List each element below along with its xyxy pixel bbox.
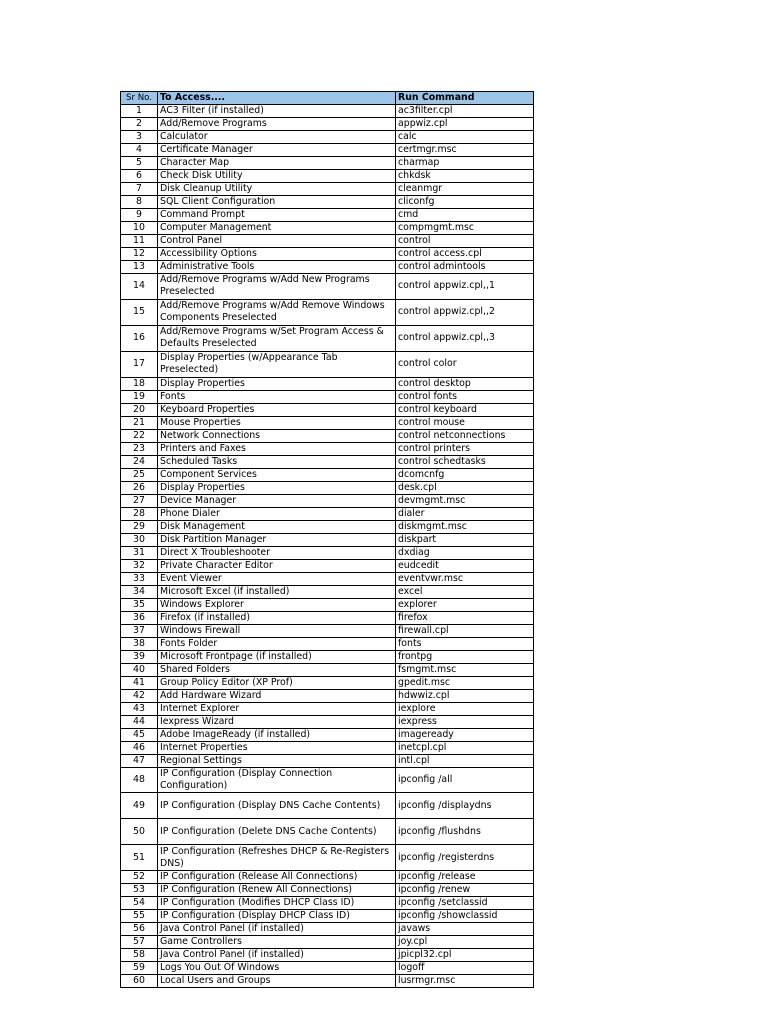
row-sr-no: 10	[121, 222, 158, 235]
row-sr-no: 56	[121, 923, 158, 936]
table-header-row	[121, 92, 534, 105]
row-to-access: IP Configuration (Release All Connections)	[158, 871, 396, 884]
row-to-access: Java Control Panel (if installed)	[158, 923, 396, 936]
row-sr-no: 33	[121, 572, 158, 585]
table-row	[121, 235, 534, 248]
row-to-access: Add/Remove Programs w/Set Program Access & Defaults Preselected	[158, 325, 396, 351]
row-run-command: control access.cpl	[396, 248, 534, 261]
row-run-command: ipconfig /all	[396, 767, 534, 793]
row-run-command: firewall.cpl	[396, 624, 534, 637]
row-run-command: explorer	[396, 598, 534, 611]
table-body	[121, 105, 534, 988]
row-to-access: Control Panel	[158, 235, 396, 248]
table-row	[121, 157, 534, 170]
row-to-access: Add/Remove Programs w/Add New Programs Preselected	[158, 274, 396, 300]
row-to-access: Local Users and Groups	[158, 975, 396, 988]
row-to-access: Character Map	[158, 157, 396, 170]
row-run-command: desk.cpl	[396, 481, 534, 494]
row-sr-no: 28	[121, 507, 158, 520]
row-to-access: Windows Explorer	[158, 598, 396, 611]
row-run-command: control admintools	[396, 261, 534, 274]
table-row	[121, 702, 534, 715]
row-sr-no: 15	[121, 299, 158, 325]
row-to-access: SQL Client Configuration	[158, 196, 396, 209]
row-run-command: appwiz.cpl	[396, 118, 534, 131]
row-to-access: IP Configuration (Display Connection Configuration)	[158, 767, 396, 793]
table-row	[121, 520, 534, 533]
row-to-access: IP Configuration (Modifies DHCP Class ID)	[158, 897, 396, 910]
row-run-command: frontpg	[396, 650, 534, 663]
row-sr-no: 26	[121, 481, 158, 494]
row-run-command: chkdsk	[396, 170, 534, 183]
table-row	[121, 962, 534, 975]
header-sr-no: Sr No.	[121, 92, 158, 105]
table-row	[121, 741, 534, 754]
row-run-command: eventvwr.msc	[396, 572, 534, 585]
table-row	[121, 494, 534, 507]
row-run-command: ipconfig /showclassid	[396, 910, 534, 923]
table-row	[121, 533, 534, 546]
row-run-command: ipconfig /flushdns	[396, 819, 534, 845]
table-row	[121, 845, 534, 871]
row-run-command: control desktop	[396, 377, 534, 390]
row-sr-no: 31	[121, 546, 158, 559]
row-to-access: IP Configuration (Display DHCP Class ID)	[158, 910, 396, 923]
row-to-access: Firefox (if installed)	[158, 611, 396, 624]
table-row	[121, 118, 534, 131]
row-sr-no: 49	[121, 793, 158, 819]
row-sr-no: 34	[121, 585, 158, 598]
table-row	[121, 442, 534, 455]
table-row	[121, 637, 534, 650]
row-to-access: IP Configuration (Display DNS Cache Contents)	[158, 793, 396, 819]
row-to-access: Keyboard Properties	[158, 403, 396, 416]
row-sr-no: 22	[121, 429, 158, 442]
row-to-access: Check Disk Utility	[158, 170, 396, 183]
row-to-access: AC3 Filter (if installed)	[158, 105, 396, 118]
row-to-access: IP Configuration (Refreshes DHCP & Re-Registers DNS)	[158, 845, 396, 871]
row-to-access: Adobe ImageReady (if installed)	[158, 728, 396, 741]
row-to-access: Microsoft Frontpage (if installed)	[158, 650, 396, 663]
row-run-command: firefox	[396, 611, 534, 624]
table-row	[121, 209, 534, 222]
row-sr-no: 23	[121, 442, 158, 455]
table-row	[121, 481, 534, 494]
table-row	[121, 377, 534, 390]
row-to-access: Phone Dialer	[158, 507, 396, 520]
row-sr-no: 55	[121, 910, 158, 923]
row-run-command: charmap	[396, 157, 534, 170]
row-run-command: devmgmt.msc	[396, 494, 534, 507]
row-to-access: Component Services	[158, 468, 396, 481]
row-to-access: Private Character Editor	[158, 559, 396, 572]
row-sr-no: 20	[121, 403, 158, 416]
table-row	[121, 416, 534, 429]
row-sr-no: 57	[121, 936, 158, 949]
row-sr-no: 38	[121, 637, 158, 650]
row-to-access: Regional Settings	[158, 754, 396, 767]
row-sr-no: 4	[121, 144, 158, 157]
row-sr-no: 46	[121, 741, 158, 754]
table-row	[121, 546, 534, 559]
row-run-command: diskmgmt.msc	[396, 520, 534, 533]
row-to-access: Internet Explorer	[158, 702, 396, 715]
row-run-command: fsmgmt.msc	[396, 663, 534, 676]
row-run-command: compmgmt.msc	[396, 222, 534, 235]
row-run-command: control color	[396, 351, 534, 377]
row-sr-no: 5	[121, 157, 158, 170]
row-sr-no: 47	[121, 754, 158, 767]
table-row	[121, 884, 534, 897]
table-row	[121, 897, 534, 910]
table-row	[121, 689, 534, 702]
table-row	[121, 936, 534, 949]
header-run-command: Run Command	[396, 92, 534, 105]
table-row	[121, 871, 534, 884]
row-to-access: Certificate Manager	[158, 144, 396, 157]
row-sr-no: 3	[121, 131, 158, 144]
row-to-access: IP Configuration (Delete DNS Cache Contents)	[158, 819, 396, 845]
row-sr-no: 53	[121, 884, 158, 897]
row-sr-no: 27	[121, 494, 158, 507]
table-row	[121, 105, 534, 118]
row-sr-no: 59	[121, 962, 158, 975]
row-to-access: Logs You Out Of Windows	[158, 962, 396, 975]
row-to-access: Java Control Panel (if installed)	[158, 949, 396, 962]
row-run-command: dcomcnfg	[396, 468, 534, 481]
row-to-access: Device Manager	[158, 494, 396, 507]
row-run-command: gpedit.msc	[396, 676, 534, 689]
table-row	[121, 754, 534, 767]
table-row	[121, 676, 534, 689]
row-run-command: control fonts	[396, 390, 534, 403]
table-row	[121, 390, 534, 403]
table-row	[121, 507, 534, 520]
row-to-access: Disk Cleanup Utility	[158, 183, 396, 196]
row-sr-no: 45	[121, 728, 158, 741]
row-to-access: Network Connections	[158, 429, 396, 442]
row-run-command: iexplore	[396, 702, 534, 715]
row-sr-no: 1	[121, 105, 158, 118]
row-run-command: lusrmgr.msc	[396, 975, 534, 988]
row-sr-no: 51	[121, 845, 158, 871]
table-row	[121, 222, 534, 235]
row-sr-no: 24	[121, 455, 158, 468]
table-row	[121, 170, 534, 183]
table-row	[121, 923, 534, 936]
row-run-command: cmd	[396, 209, 534, 222]
row-to-access: Microsoft Excel (if installed)	[158, 585, 396, 598]
row-run-command: cliconfg	[396, 196, 534, 209]
table-row	[121, 585, 534, 598]
table-row	[121, 429, 534, 442]
table-row	[121, 793, 534, 819]
row-sr-no: 54	[121, 897, 158, 910]
row-run-command: control mouse	[396, 416, 534, 429]
table-row	[121, 325, 534, 351]
table-row	[121, 131, 534, 144]
row-run-command: control appwiz.cpl,,1	[396, 274, 534, 300]
row-run-command: intl.cpl	[396, 754, 534, 767]
row-sr-no: 48	[121, 767, 158, 793]
row-run-command: fonts	[396, 637, 534, 650]
table-row	[121, 572, 534, 585]
row-run-command: hdwwiz.cpl	[396, 689, 534, 702]
row-to-access: Display Properties (w/Appearance Tab Preselected)	[158, 351, 396, 377]
table-row	[121, 663, 534, 676]
row-to-access: Windows Firewall	[158, 624, 396, 637]
row-sr-no: 37	[121, 624, 158, 637]
table-row	[121, 650, 534, 663]
row-sr-no: 50	[121, 819, 158, 845]
row-run-command: imageready	[396, 728, 534, 741]
row-to-access: Fonts	[158, 390, 396, 403]
row-sr-no: 18	[121, 377, 158, 390]
row-run-command: control netconnections	[396, 429, 534, 442]
row-sr-no: 25	[121, 468, 158, 481]
row-run-command: calc	[396, 131, 534, 144]
table-row	[121, 274, 534, 300]
row-sr-no: 35	[121, 598, 158, 611]
row-sr-no: 19	[121, 390, 158, 403]
table-row	[121, 403, 534, 416]
row-sr-no: 60	[121, 975, 158, 988]
table-row	[121, 351, 534, 377]
row-run-command: ipconfig /displaydns	[396, 793, 534, 819]
table-row	[121, 455, 534, 468]
row-run-command: ipconfig /setclassid	[396, 897, 534, 910]
row-to-access: Scheduled Tasks	[158, 455, 396, 468]
row-to-access: Printers and Faxes	[158, 442, 396, 455]
row-sr-no: 30	[121, 533, 158, 546]
row-run-command: ac3filter.cpl	[396, 105, 534, 118]
table-row	[121, 949, 534, 962]
row-to-access: Calculator	[158, 131, 396, 144]
row-to-access: Shared Folders	[158, 663, 396, 676]
row-sr-no: 32	[121, 559, 158, 572]
row-sr-no: 36	[121, 611, 158, 624]
row-to-access: Internet Properties	[158, 741, 396, 754]
table-row	[121, 559, 534, 572]
table-row	[121, 248, 534, 261]
row-to-access: Disk Management	[158, 520, 396, 533]
table-row	[121, 624, 534, 637]
row-run-command: control keyboard	[396, 403, 534, 416]
row-to-access: Display Properties	[158, 377, 396, 390]
table-row	[121, 598, 534, 611]
row-sr-no: 12	[121, 248, 158, 261]
row-to-access: Direct X Troubleshooter	[158, 546, 396, 559]
row-to-access: Administrative Tools	[158, 261, 396, 274]
row-sr-no: 41	[121, 676, 158, 689]
row-run-command: diskpart	[396, 533, 534, 546]
table-row	[121, 715, 534, 728]
table-row	[121, 728, 534, 741]
row-to-access: IP Configuration (Renew All Connections)	[158, 884, 396, 897]
row-run-command: control	[396, 235, 534, 248]
row-sr-no: 21	[121, 416, 158, 429]
row-run-command: control printers	[396, 442, 534, 455]
row-to-access: Display Properties	[158, 481, 396, 494]
row-sr-no: 13	[121, 261, 158, 274]
row-run-command: ipconfig /registerdns	[396, 845, 534, 871]
row-to-access: Fonts Folder	[158, 637, 396, 650]
row-sr-no: 29	[121, 520, 158, 533]
table-row	[121, 611, 534, 624]
row-to-access: Group Policy Editor (XP Prof)	[158, 676, 396, 689]
row-sr-no: 6	[121, 170, 158, 183]
row-run-command: control appwiz.cpl,,3	[396, 325, 534, 351]
run-commands-table	[120, 91, 534, 988]
table-row	[121, 299, 534, 325]
row-run-command: ipconfig /renew	[396, 884, 534, 897]
row-sr-no: 44	[121, 715, 158, 728]
row-run-command: joy.cpl	[396, 936, 534, 949]
row-to-access: Add Hardware Wizard	[158, 689, 396, 702]
row-sr-no: 52	[121, 871, 158, 884]
row-to-access: Command Prompt	[158, 209, 396, 222]
row-sr-no: 43	[121, 702, 158, 715]
row-to-access: Iexpress Wizard	[158, 715, 396, 728]
row-sr-no: 14	[121, 274, 158, 300]
row-to-access: Add/Remove Programs	[158, 118, 396, 131]
row-sr-no: 9	[121, 209, 158, 222]
table-row	[121, 468, 534, 481]
row-to-access: Mouse Properties	[158, 416, 396, 429]
row-sr-no: 8	[121, 196, 158, 209]
row-to-access: Disk Partition Manager	[158, 533, 396, 546]
row-run-command: inetcpl.cpl	[396, 741, 534, 754]
row-sr-no: 42	[121, 689, 158, 702]
table-row	[121, 767, 534, 793]
table-row	[121, 261, 534, 274]
row-sr-no: 39	[121, 650, 158, 663]
row-run-command: iexpress	[396, 715, 534, 728]
table-row	[121, 183, 534, 196]
row-to-access: Computer Management	[158, 222, 396, 235]
row-run-command: control schedtasks	[396, 455, 534, 468]
table-row	[121, 144, 534, 157]
row-to-access: Game Controllers	[158, 936, 396, 949]
row-run-command: control appwiz.cpl,,2	[396, 299, 534, 325]
row-sr-no: 16	[121, 325, 158, 351]
row-run-command: logoff	[396, 962, 534, 975]
row-sr-no: 7	[121, 183, 158, 196]
table-row	[121, 819, 534, 845]
row-run-command: excel	[396, 585, 534, 598]
table-row	[121, 975, 534, 988]
row-run-command: eudcedit	[396, 559, 534, 572]
row-sr-no: 40	[121, 663, 158, 676]
row-run-command: dxdiag	[396, 546, 534, 559]
row-sr-no: 17	[121, 351, 158, 377]
row-run-command: certmgr.msc	[396, 144, 534, 157]
row-run-command: javaws	[396, 923, 534, 936]
row-run-command: ipconfig /release	[396, 871, 534, 884]
row-sr-no: 2	[121, 118, 158, 131]
table-row	[121, 196, 534, 209]
row-run-command: jpicpl32.cpl	[396, 949, 534, 962]
row-run-command: cleanmgr	[396, 183, 534, 196]
row-run-command: dialer	[396, 507, 534, 520]
table-row	[121, 910, 534, 923]
header-to-access: To Access....	[158, 92, 396, 105]
row-sr-no: 58	[121, 949, 158, 962]
row-sr-no: 11	[121, 235, 158, 248]
row-to-access: Event Viewer	[158, 572, 396, 585]
row-to-access: Accessibility Options	[158, 248, 396, 261]
row-to-access: Add/Remove Programs w/Add Remove Windows Components Preselected	[158, 299, 396, 325]
